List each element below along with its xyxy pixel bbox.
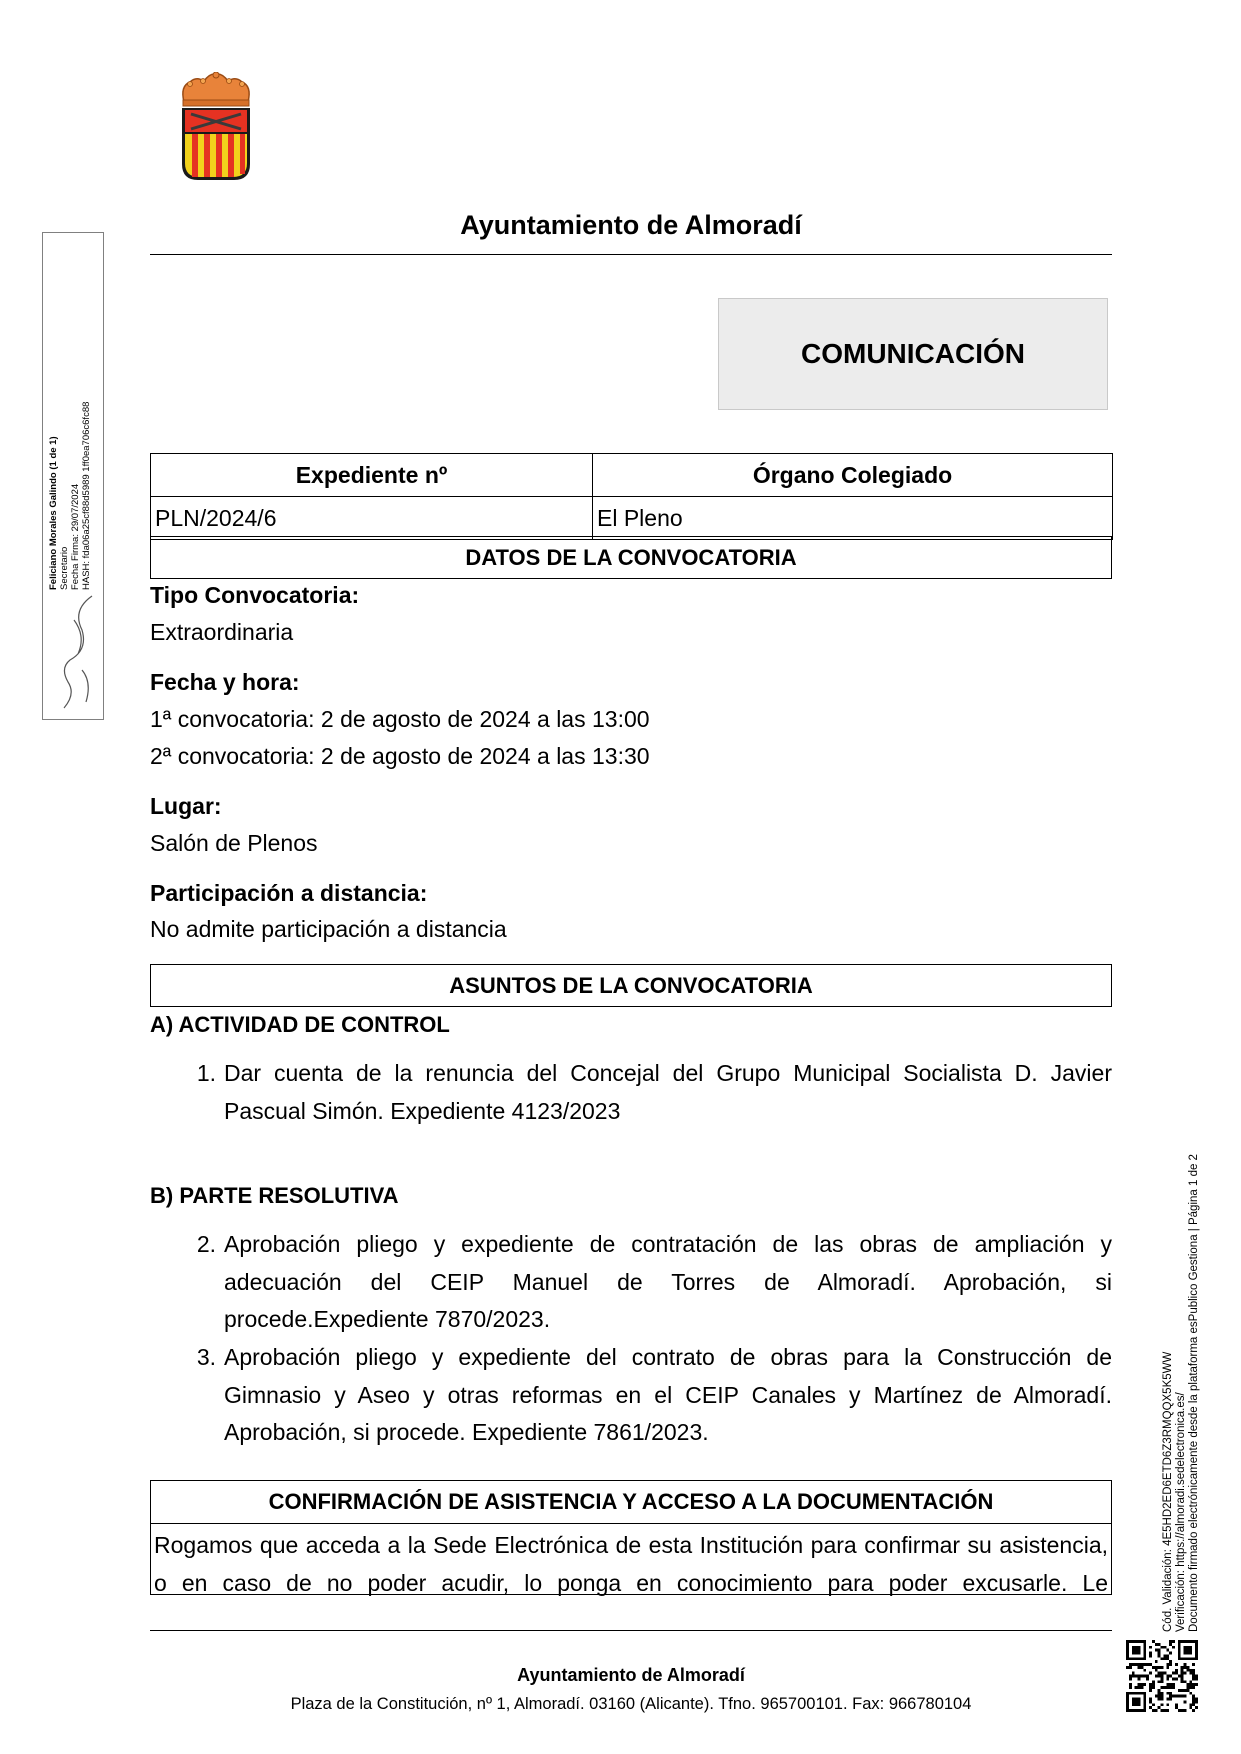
agenda-item-line: Aprobación pliego y expediente del contrato de obras para la Construcción de bbox=[224, 1344, 1112, 1370]
verification-url[interactable]: Verificación: https://almoradi.sedelectronica.es/ bbox=[1175, 1392, 1187, 1632]
section-a-heading: A) ACTIVIDAD DE CONTROL bbox=[150, 1012, 450, 1037]
fecha-label: Fecha y hora: bbox=[150, 669, 300, 695]
signature-date: Fecha Firma: 29/07/2024 bbox=[70, 483, 81, 590]
agenda-item-line: procede.Expediente 7870/2023. bbox=[224, 1306, 551, 1332]
footer-divider bbox=[150, 1630, 1112, 1631]
footer-org-name: Ayuntamiento de Almoradí bbox=[517, 1665, 745, 1685]
lugar-label: Lugar: bbox=[150, 793, 222, 819]
lugar-value: Salón de Plenos bbox=[150, 830, 318, 856]
agenda-item-line: Pascual Simón. Expediente 4123/2023 bbox=[224, 1097, 621, 1124]
participacion-value: No admite participación a distancia bbox=[150, 916, 507, 942]
agenda-item-line: Dar cuenta de la renuncia del Concejal del Grupo Municipal Socialista D. Javier bbox=[224, 1060, 1112, 1086]
datos-header: DATOS DE LA CONVOCATORIA bbox=[150, 536, 1112, 579]
platform-page-info: Documento firmado electrónicamente desde la plataforma esPublico Gestiona | Página 1 de 2 bbox=[1188, 1154, 1200, 1632]
footer-address: Plaza de la Constitución, nº 1, Almoradí. 03160 (Alicante). Tfno. 965700101. Fax: 966780104 bbox=[290, 1695, 972, 1713]
confirmation-line: Rogamos que acceda a la Sede Electrónica de esta Institución para confirmar su asistencia, bbox=[154, 1532, 1108, 1558]
organo-header: Órgano Colegiado bbox=[593, 454, 1113, 497]
section-b-heading: B) PARTE RESOLUTIVA bbox=[150, 1183, 399, 1208]
agenda-item-line: adecuación del CEIP Manuel de Torres de Almoradí. Aprobación, si bbox=[224, 1268, 1112, 1295]
document-type-box bbox=[718, 298, 1108, 410]
participacion-label: Participación a distancia: bbox=[150, 880, 428, 906]
agenda-item-line: Aprobación pliego y expediente de contratación de las obras de ampliación y bbox=[224, 1231, 1112, 1257]
document-type-label: COMUNICACIÓN bbox=[801, 338, 1025, 369]
agenda-item-number: 3. bbox=[196, 1344, 216, 1370]
fecha-line-1: 1ª convocatoria: 2 de agosto de 2024 a las 13:00 bbox=[150, 706, 650, 732]
coat-of-arms-logo bbox=[176, 72, 256, 184]
header-divider bbox=[150, 254, 1112, 255]
tipo-label: Tipo Convocatoria: bbox=[150, 582, 360, 608]
signature-hash: HASH: fda06a25cf88d5989 1ff0ea706c6fc88 bbox=[81, 401, 92, 590]
asuntos-header: ASUNTOS DE LA CONVOCATORIA bbox=[150, 964, 1112, 1007]
agenda-item-number: 1. bbox=[196, 1060, 216, 1086]
validation-text bbox=[1162, 1154, 1201, 1632]
fecha-line-2: 2ª convocatoria: 2 de agosto de 2024 a las 13:30 bbox=[150, 743, 650, 769]
expediente-table bbox=[150, 453, 1113, 540]
signer-name: Feliciano Morales Galindo (1 de 1) bbox=[48, 436, 59, 590]
qr-code-icon[interactable] bbox=[1126, 1640, 1198, 1712]
expediente-value: PLN/2024/6 bbox=[151, 497, 593, 540]
validation-code: Cód. Validación: 4E5HD2ED6ETD6Z3RMQQX5K5WW bbox=[1162, 1351, 1174, 1632]
organo-value: El Pleno bbox=[593, 497, 1113, 540]
agenda-item-3 bbox=[192, 1339, 1112, 1452]
signature-stamp-text bbox=[48, 380, 92, 590]
signer-role: Secretario bbox=[59, 546, 70, 590]
confirmation-header: CONFIRMACIÓN DE ASISTENCIA Y ACCESO A LA DOCUMENTACIÓN bbox=[151, 1481, 1111, 1524]
agenda-item-1 bbox=[192, 1055, 1112, 1130]
handwritten-signature bbox=[52, 590, 100, 715]
agenda-item-line: Aprobación, si procede. Expediente 7861/2023. bbox=[224, 1419, 709, 1445]
header-title: Ayuntamiento de Almoradí bbox=[460, 210, 802, 240]
agenda-item-number: 2. bbox=[196, 1231, 216, 1257]
expediente-header: Expediente nº bbox=[151, 454, 593, 497]
agenda-item-2 bbox=[192, 1226, 1112, 1339]
confirmation-box bbox=[150, 1480, 1112, 1595]
agenda-item-line: Gimnasio y Aseo y otras reformas en el CEIP Canales y Martínez de Almoradí. bbox=[224, 1381, 1112, 1408]
tipo-value: Extraordinaria bbox=[150, 619, 294, 645]
confirmation-line: o en caso de no poder acudir, lo ponga en conocimiento para poder excusarle. Le bbox=[154, 1570, 1108, 1596]
